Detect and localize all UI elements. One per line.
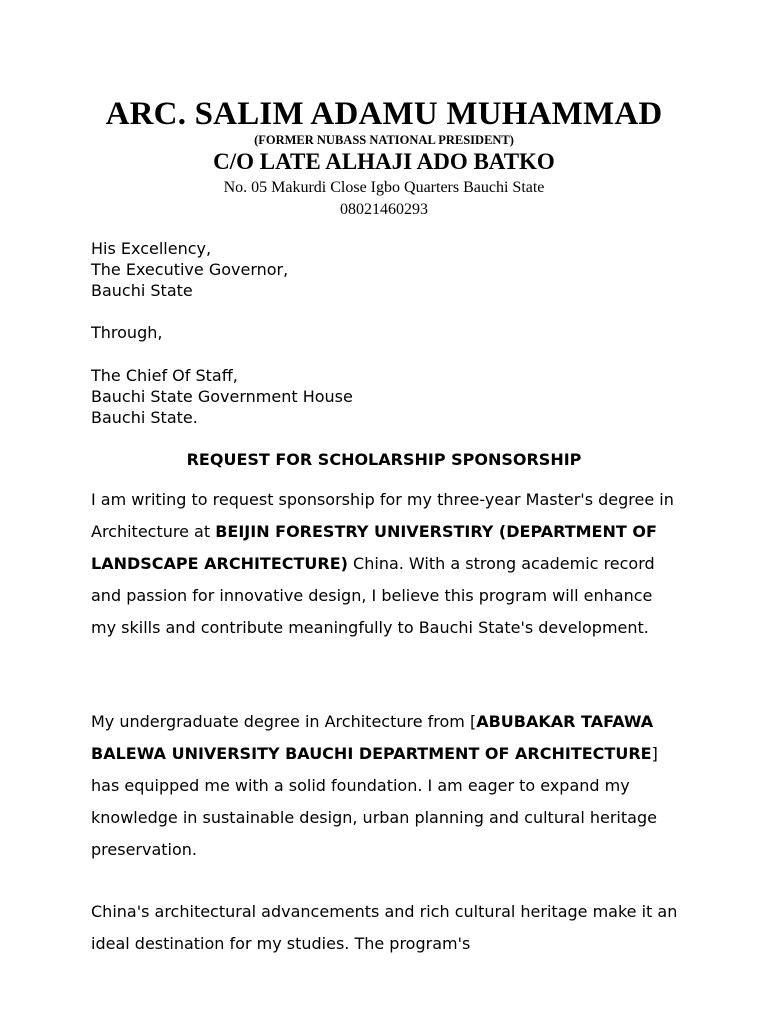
paragraph-2-bold: ABUBAKAR TAFAWA BALEWA UNIVERSITY BAUCHI DEPARTMENT OF ARCHITECTURE	[91, 712, 654, 763]
paragraph-1-text-before: I am writing to request sponsorship for my three-year Master's degree in Architecture at	[91, 490, 674, 541]
through-line-3: Bauchi State.	[91, 408, 198, 427]
paragraph-1-bold: BEIJIN FORESTRY UNIVERSTIRY (DEPARTMENT OF LANDSCAPE ARCHITECTURE)	[91, 522, 657, 573]
recipient-line-3: Bauchi State	[91, 281, 193, 300]
through-line-1: The Chief Of Staff,	[91, 366, 238, 385]
paragraph-3	[91, 896, 681, 960]
paragraph-2-text-after: ] has equipped me with a solid foundation. I am eager to expand my knowledge in sustainable design, urban planning and cultural heritage preservation.	[91, 744, 658, 859]
letterhead	[0, 96, 768, 221]
through-block	[91, 365, 691, 428]
sender-address: No. 05 Makurdi Close Igbo Quarters Bauchi State	[223, 179, 545, 196]
sender-phone: 08021460293	[340, 201, 428, 218]
paragraph-2	[91, 706, 681, 866]
recipient-line-1: His Excellency,	[91, 239, 212, 258]
through-label: Through,	[91, 323, 163, 342]
paragraph-1	[91, 484, 681, 644]
sender-name: ARC. SALIM ADAMU MUHAMMAD	[105, 96, 663, 132]
paragraph-3-text: China's architectural advancements and rich cultural heritage make it an ideal destination for my studies. The program's	[91, 902, 678, 953]
letter-subject: REQUEST FOR SCHOLARSHIP SPONSORSHIP	[186, 450, 582, 469]
paragraph-1-text-after: China. With a strong academic record and passion for innovative design, I believe this program will enhance my skills and contribute meaningfully to Bauchi State's development.	[91, 554, 655, 637]
recipient-line-2: The Executive Governor,	[91, 260, 289, 279]
sender-role: (FORMER NUBASS NATIONAL PRESIDENT)	[254, 133, 514, 147]
through-line-2: Bauchi State Government House	[91, 387, 353, 406]
paragraph-2-text-before: My undergraduate degree in Architecture from [	[91, 712, 477, 731]
care-of-line: C/O LATE ALHAJI ADO BATKO	[213, 149, 555, 174]
recipient-block	[91, 238, 691, 301]
